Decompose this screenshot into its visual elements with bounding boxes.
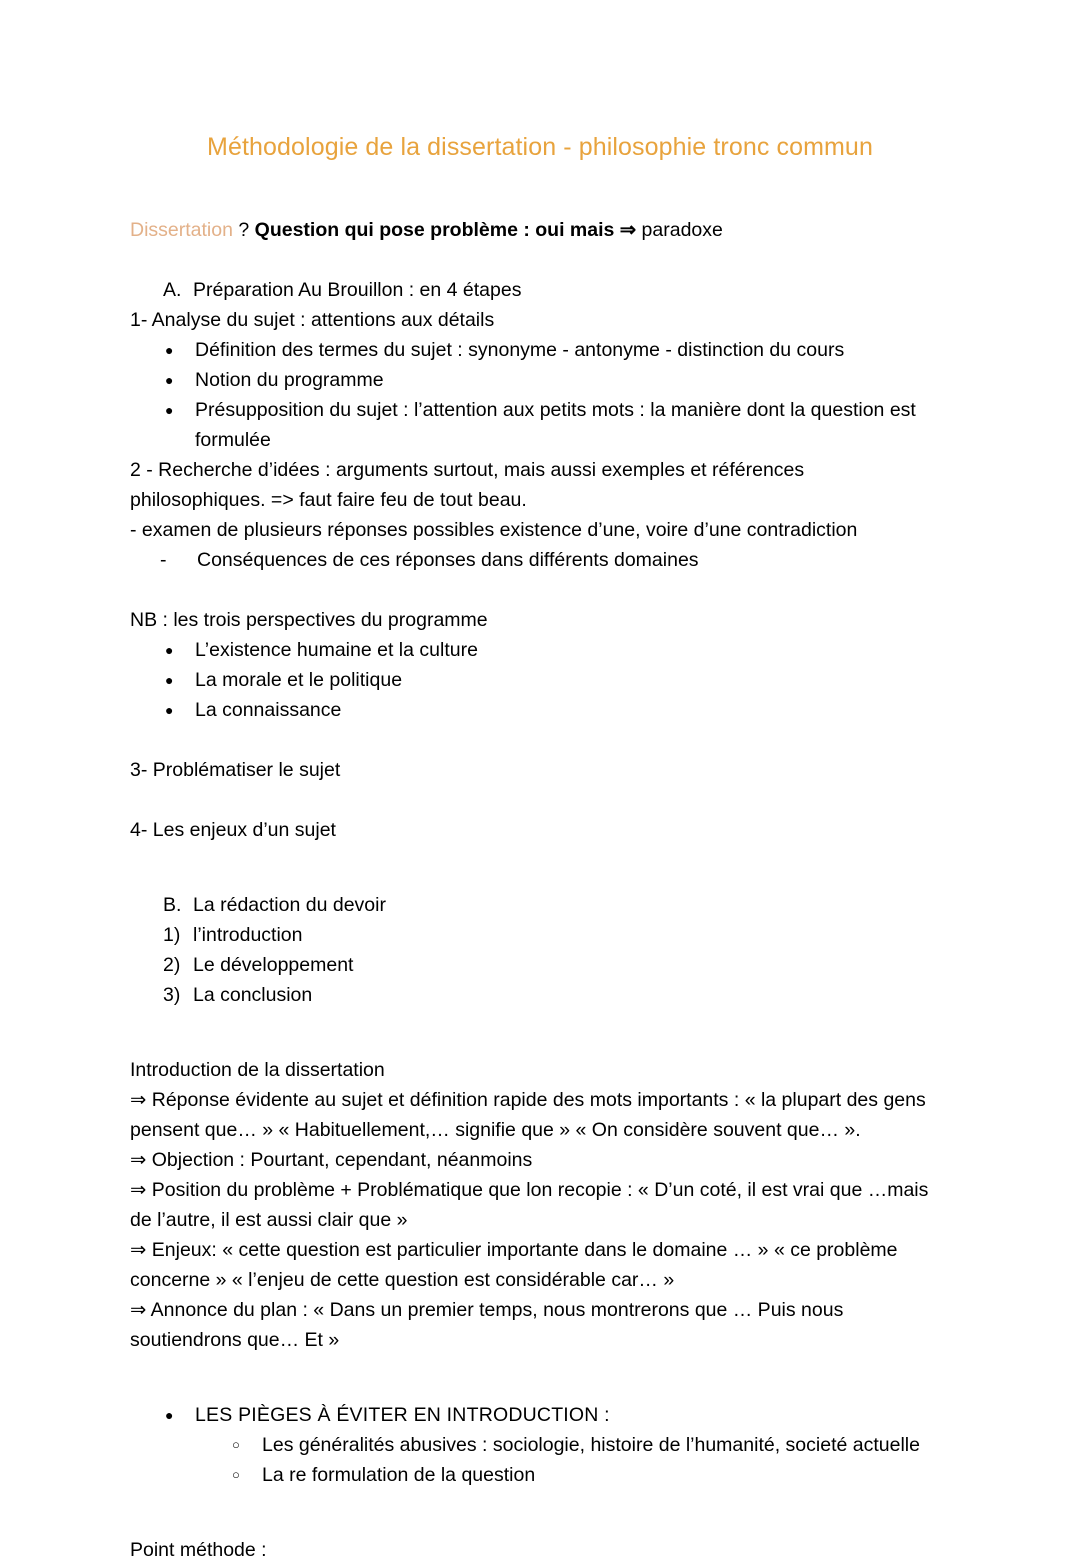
- step-4-line: 4- Les enjeux d’un sujet: [130, 819, 336, 842]
- section-a-heading: [130, 275, 950, 305]
- spacer: [130, 1490, 950, 1520]
- spacer: [130, 845, 950, 875]
- list-item: [130, 545, 950, 575]
- dissertation-tag: Dissertation: [130, 219, 233, 242]
- spacer: [130, 575, 950, 605]
- section-b-heading: [130, 890, 950, 920]
- spacer: [130, 163, 950, 215]
- list-marker: B.: [163, 894, 182, 917]
- section-a-label: Préparation Au Brouillon : en 4 étapes: [193, 279, 522, 302]
- pieges-heading-label: LES PIÈGES À ÉVITER EN INTRODUCTION :: [195, 1404, 610, 1427]
- list-item-label: L’existence humaine et la culture: [195, 639, 478, 662]
- list-item: [130, 335, 950, 365]
- list-marker: 3): [163, 984, 181, 1007]
- lead-line: [130, 215, 950, 245]
- step-3-line: 3- Problématiser le sujet: [130, 759, 341, 782]
- spacer: [130, 1010, 950, 1040]
- list-item: [130, 1430, 950, 1460]
- page-title: Méthodologie de la dissertation - philosophie tronc commun: [207, 133, 873, 161]
- list-marker: 2): [163, 954, 181, 977]
- list-item: [130, 950, 950, 980]
- spacer: [130, 1520, 950, 1535]
- list-item-label: La connaissance: [195, 699, 342, 722]
- spacer: [130, 245, 950, 275]
- step-2-line-3: - examen de plusieurs réponses possibles existence d’une, voire d’une contradiction: [130, 519, 858, 542]
- introduction-line-3: ⇒ Position du problème + Problématique que lon recopie : « D’un coté, il est vrai que …mais de l’autre, il est aussi clair que »: [130, 1179, 929, 1232]
- list-item-label: Conséquences de ces réponses dans différents domaines: [197, 549, 699, 572]
- disc-bullet-icon: ●: [165, 672, 174, 689]
- introduction-line-5: ⇒ Annonce du plan : « Dans un premier temps, nous montrerons que … Puis nous soutiendrons que… Et »: [130, 1299, 844, 1352]
- disc-bullet-icon: ●: [165, 402, 174, 419]
- list-marker: 1): [163, 924, 181, 947]
- spacer: [130, 785, 950, 815]
- list-item: [130, 395, 950, 455]
- list-item: [130, 980, 950, 1010]
- dash-bullet-icon: -: [160, 549, 167, 572]
- disc-bullet-icon: ●: [165, 342, 174, 359]
- disc-bullet-icon: ●: [165, 642, 174, 659]
- list-item-label: Définition des termes du sujet : synonyme - antonyme - distinction du cours: [195, 339, 845, 362]
- list-item-label: Présupposition du sujet : l’attention aux petits mots : la manière dont la question est formulée: [195, 399, 916, 452]
- list-item-label: l’introduction: [193, 924, 303, 947]
- nb-heading: NB : les trois perspectives du programme: [130, 609, 488, 632]
- spacer: [130, 725, 950, 755]
- list-marker: A.: [163, 279, 182, 302]
- list-item-label: La morale et le politique: [195, 669, 403, 692]
- disc-bullet-icon: ●: [165, 372, 174, 389]
- circle-bullet-icon: ○: [232, 1437, 240, 1453]
- lead-tail: paradoxe: [636, 219, 723, 242]
- list-item: [130, 365, 950, 395]
- introduction-line-2: ⇒ Objection : Pourtant, cependant, néanmoins: [130, 1149, 533, 1172]
- spacer: [130, 1355, 950, 1385]
- lead-bold: Question qui pose problème : oui mais ⇒: [254, 219, 637, 242]
- list-item-label: La re formulation de la question: [262, 1464, 536, 1487]
- disc-bullet-icon: ●: [165, 702, 174, 719]
- list-item: [130, 1460, 950, 1490]
- spacer: [130, 1385, 950, 1400]
- list-item-label: Notion du programme: [195, 369, 384, 392]
- step-2-line-2: philosophiques. => faut faire feu de tout beau.: [130, 489, 527, 512]
- introduction-line-1: ⇒ Réponse évidente au sujet et définition rapide des mots importants : « la plupart des gens pensent que… » « Habituellement,… signifie que » « On considère souvent que… ».: [130, 1089, 926, 1142]
- list-item: [130, 665, 950, 695]
- lead-question-mark: ?: [232, 219, 255, 242]
- step-1-line: 1- Analyse du sujet : attentions aux détails: [130, 309, 495, 332]
- list-item-label: La conclusion: [193, 984, 313, 1007]
- point-methode-line: Point méthode :: [130, 1539, 267, 1562]
- spacer: [130, 1040, 950, 1055]
- list-item: [130, 635, 950, 665]
- introduction-heading: Introduction de la dissertation: [130, 1059, 385, 1082]
- spacer: [130, 875, 950, 890]
- introduction-line-4: ⇒ Enjeux: « cette question est particulier importante dans le domaine … » « ce problème concerne » « l’enjeu de cette question est considérable car… »: [130, 1239, 898, 1292]
- section-b-label: La rédaction du devoir: [193, 894, 386, 917]
- list-item-label: Le développement: [193, 954, 354, 977]
- pieges-heading: [130, 1400, 950, 1430]
- list-item-label: Les généralités abusives : sociologie, histoire de l’humanité, societé actuelle: [262, 1434, 920, 1457]
- list-item: [130, 695, 950, 725]
- circle-bullet-icon: ○: [232, 1467, 240, 1483]
- step-2-line-1: 2 - Recherche d’idées : arguments surtout, mais aussi exemples et références: [130, 459, 805, 482]
- disc-bullet-icon: ●: [165, 1407, 174, 1424]
- list-item: [130, 920, 950, 950]
